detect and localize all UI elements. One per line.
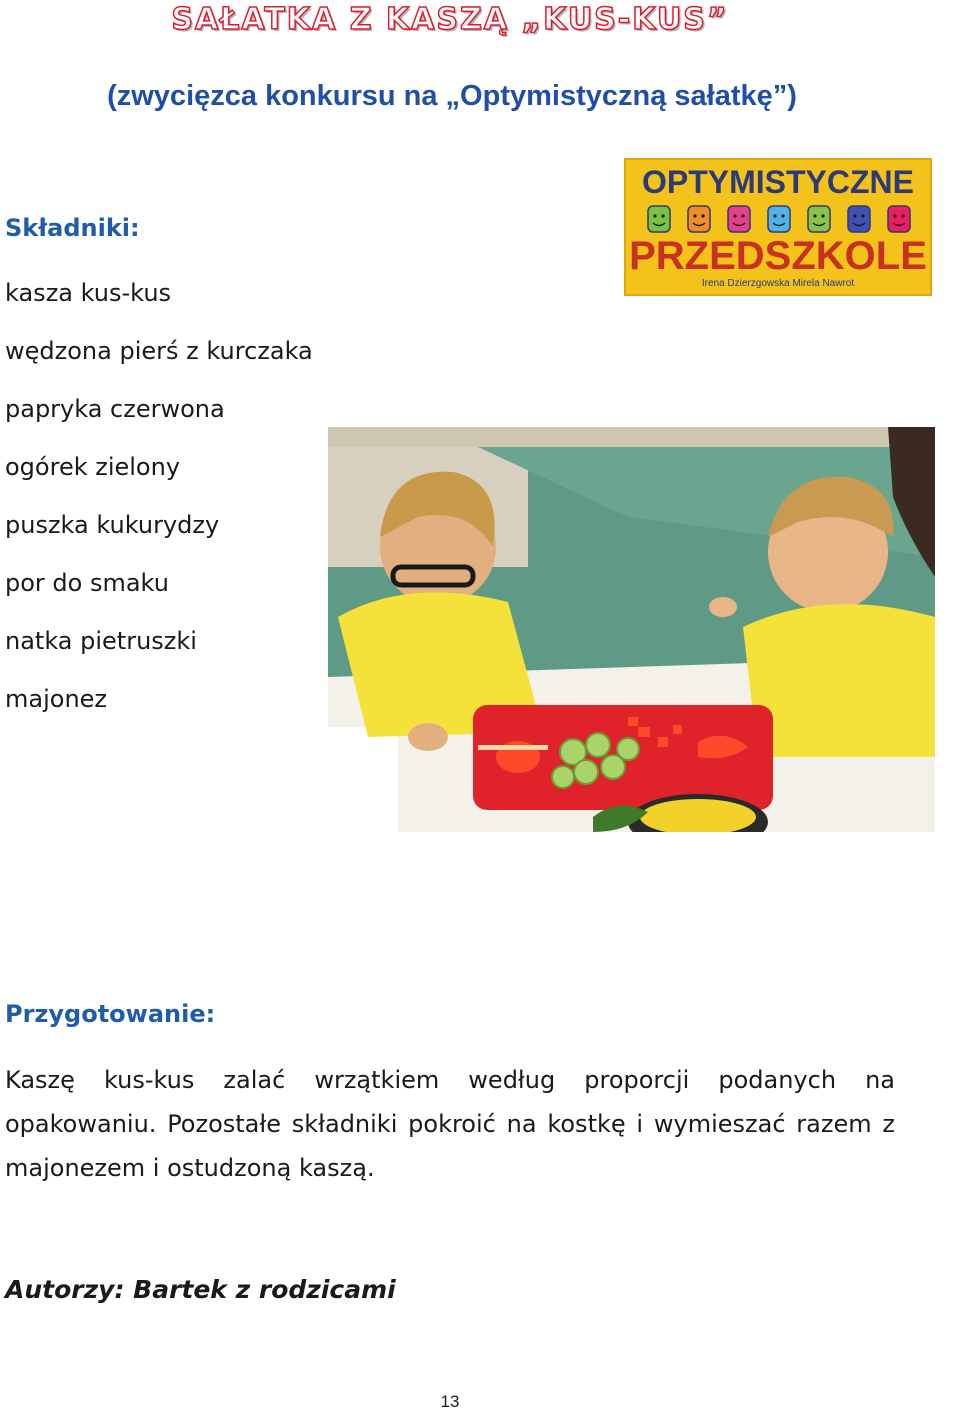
list-item: natka pietruszki [5,627,197,655]
ingredients-heading: Składniki: [5,214,140,242]
list-item: majonez [5,685,108,713]
logo-bottom-text: PRZEDSZKOLE [629,234,927,278]
logo-authors: Irena Dzierzgowska Mirela Nawrot [701,278,855,289]
list-item: wędzona pierś z kurczaka [5,337,313,365]
preparation-text: Kaszę kus-kus zalać wrzątkiem według proporcji podanych na opakowaniu. Pozostałe składniki pokroić na kostkę i wymieszać razem z majonezem i ostudzoną kaszą. [5,1066,895,1182]
list-item: ogórek zielony [5,453,181,481]
recipe-authors: Autorzy: Bartek z rodzicami [5,1275,396,1304]
optymistyczne-przedszkole-logo [624,158,932,296]
children-cooking-photo [328,427,935,832]
recipe-title: SAŁATKA Z KASZĄ „KUS-KUS” [171,2,729,37]
list-item: por do smaku [5,569,169,597]
list-item: puszka kukurydzy [5,511,220,539]
recipe-subtitle: (zwycięzca konkursu na „Optymistyczną sałatkę”) [107,80,797,112]
list-item: kasza kus-kus [5,279,172,307]
preparation-heading: Przygotowanie: [5,1000,216,1028]
smiley-faces-icon [640,204,920,234]
list-item: papryka czerwona [5,395,225,423]
page-number: 13 [440,1392,460,1411]
ingredients-list [5,276,313,740]
logo-top-text: OPTYMISTYCZNE [641,164,914,200]
